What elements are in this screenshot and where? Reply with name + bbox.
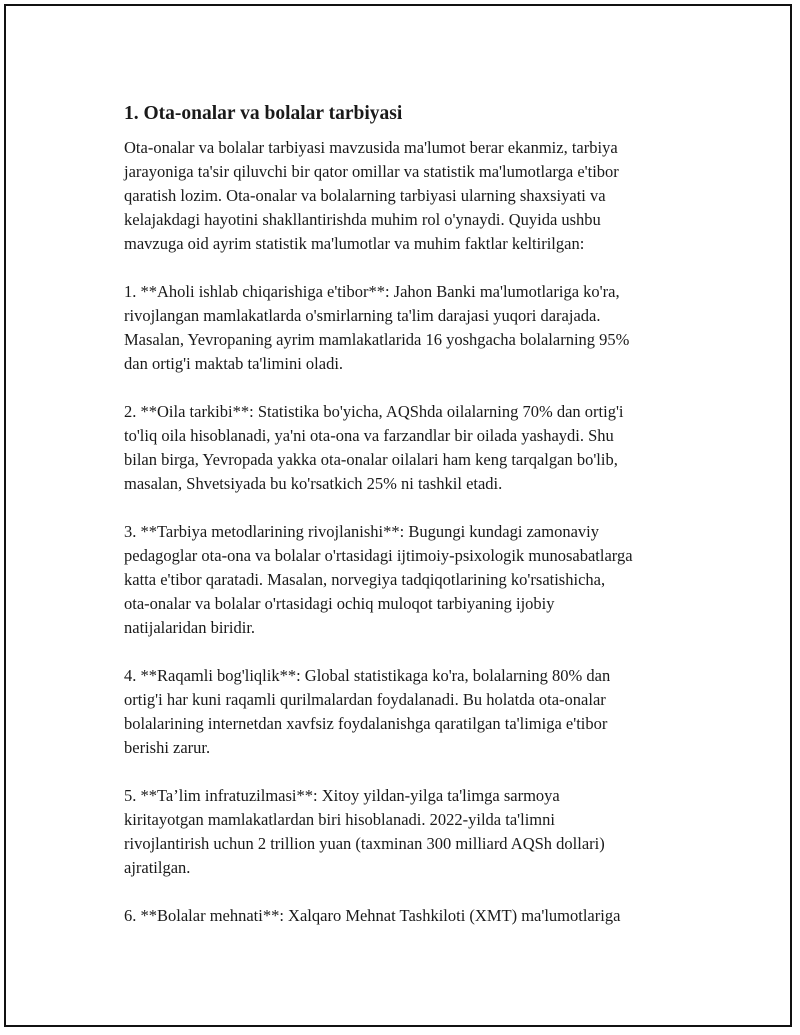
text-line: 6. **Bolalar mehnati**: Xalqaro Mehnat Tashkiloti (XMT) ma'lumotlariga (124, 906, 621, 925)
list-item-2 (124, 400, 704, 496)
text-line: Masalan, Yevropaning ayrim mamlakatlarida 16 yoshgacha bolalarning 95% (124, 330, 630, 349)
text-line: 2. **Oila tarkibi**: Statistika bo'yicha, AQShda oilalarning 70% dan ortig'i (124, 402, 624, 421)
section-heading: 1. Ota-onalar va bolalar tarbiyasi (124, 103, 403, 124)
text-line: dan ortig'i maktab ta'limini oladi. (124, 354, 344, 373)
text-line: to'liq oila hisoblanadi, ya'ni ota-ona va farzandlar bir oilada yashaydi. Shu (124, 426, 614, 445)
text-line: ota-onalar va bolalar o'rtasidagi ochiq muloqot tarbiyaning ijobiy (124, 594, 555, 613)
list-item-5 (124, 784, 704, 880)
list-item-3 (124, 520, 704, 640)
page-frame (4, 4, 792, 1027)
text-line: bolalarining internetdan xavfsiz foydalanishga qaratilgan ta'limiga e'tibor (124, 714, 608, 733)
text-line: rivojlantirish uchun 2 trillion yuan (taxminan 300 milliard AQSh dollari) (124, 834, 605, 853)
text-line: masalan, Shvetsiyada bu ko'rsatkich 25% ni tashkil etadi. (124, 474, 503, 493)
text-line: katta e'tibor qaratadi. Masalan, norvegiya tadqiqotlarining ko'rsatishicha, (124, 570, 606, 589)
text-line: 5. **Ta’lim infratuzilmasi**: Xitoy yildan-yilga ta'limga sarmoya (124, 786, 560, 805)
text-line: Ota-onalar va bolalar tarbiyasi mavzusida ma'lumot berar ekanmiz, tarbiya (124, 138, 618, 157)
list-item-1 (124, 280, 704, 376)
list-item-6 (124, 904, 704, 928)
text-line: bilan birga, Yevropada yakka ota-onalar oilalari ham keng tarqalgan bo'lib, (124, 450, 618, 469)
text-line: 3. **Tarbiya metodlarining rivojlanishi**: Bugungi kundagi zamonaviy (124, 522, 599, 541)
text-line: ortig'i har kuni raqamli qurilmalardan foydalanadi. Bu holatda ota-onalar (124, 690, 606, 709)
text-line: jarayoniga ta'sir qiluvchi bir qator omillar va statistik ma'lumotlarga e'tibor (124, 162, 619, 181)
document-body (124, 102, 704, 952)
text-line: mavzuga oid ayrim statistik ma'lumotlar va muhim faktlar keltirilgan: (124, 234, 585, 253)
text-line: kiritayotgan mamlakatlardan biri hisoblanadi. 2022-yilda ta'limni (124, 810, 555, 829)
text-line: 4. **Raqamli bog'liqlik**: Global statistikaga ko'ra, bolalarning 80% dan (124, 666, 611, 685)
text-line: kelajakdagi hayotini shakllantirishda muhim rol o'ynaydi. Quyida ushbu (124, 210, 601, 229)
text-line: 1. **Aholi ishlab chiqarishiga e'tibor**: Jahon Banki ma'lumotlariga ko'ra, (124, 282, 620, 301)
intro-paragraph (124, 136, 704, 256)
text-line: rivojlangan mamlakatlarda o'smirlarning ta'lim darajasi yuqori darajada. (124, 306, 601, 325)
text-line: pedagoglar ota-ona va bolalar o'rtasidagi ijtimoiy-psixologik munosabatlarga (124, 546, 633, 565)
text-line: qaratish lozim. Ota-onalar va bolalarning tarbiyasi ularning shaxsiyati va (124, 186, 606, 205)
text-line: natijalaridan biridir. (124, 618, 256, 637)
list-item-4 (124, 664, 704, 760)
text-line: ajratilgan. (124, 858, 191, 877)
text-line: berishi zarur. (124, 738, 211, 757)
